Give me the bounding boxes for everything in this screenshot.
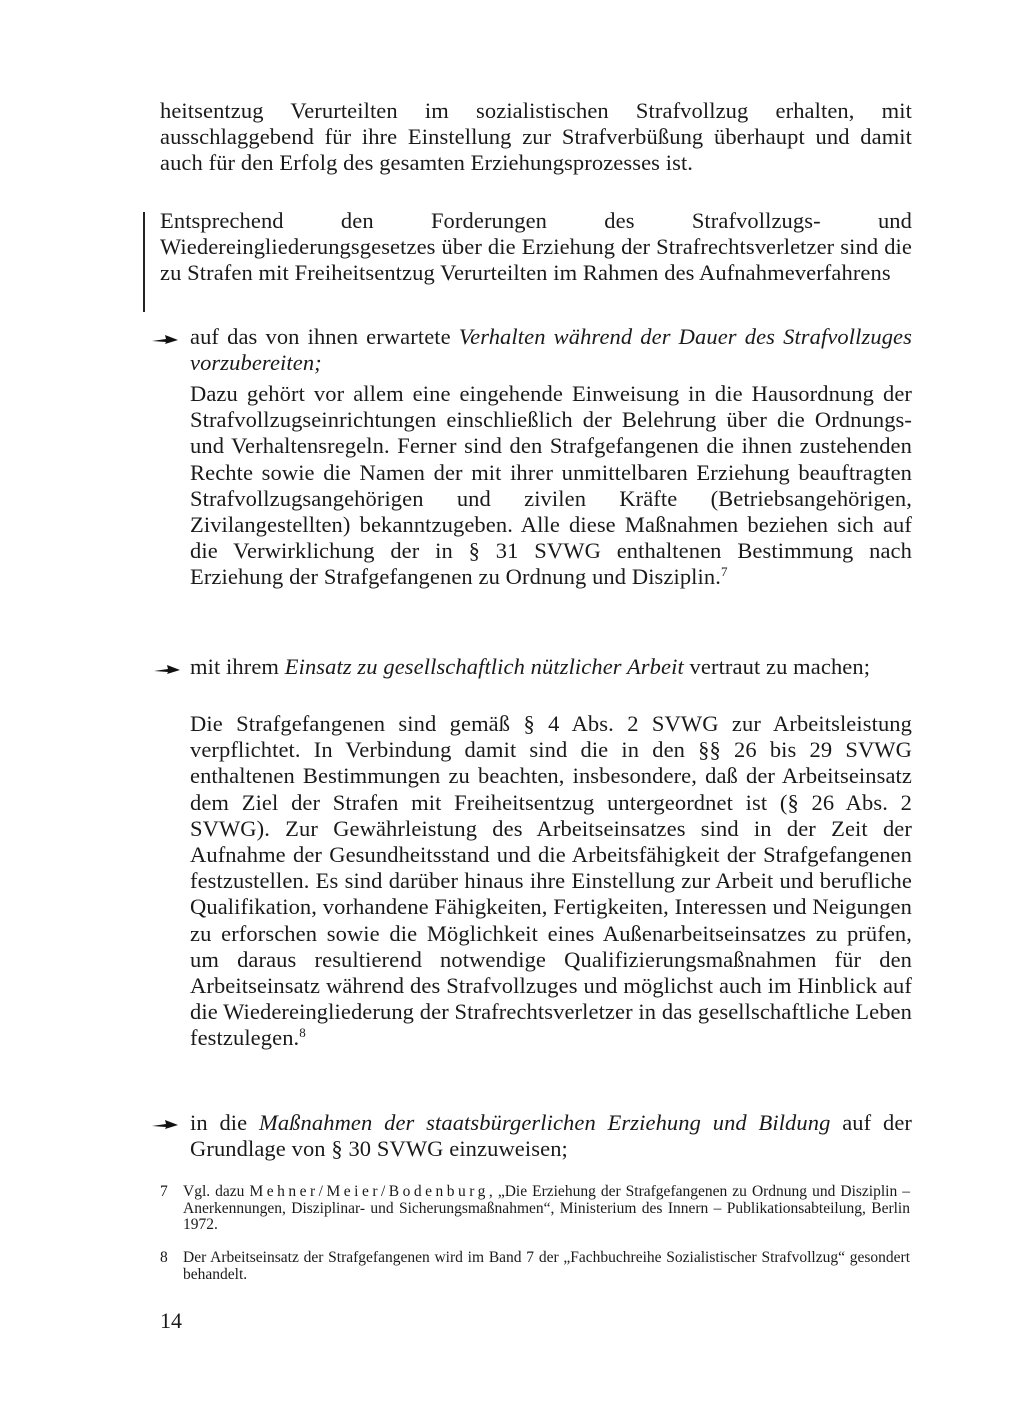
list-item [190,1110,912,1162]
footnote-lead: Vgl. dazu [183,1183,250,1200]
footnote-ref: 8 [299,1025,306,1041]
lead-text: Entsprechend den Forderungen des Strafvollzugs- und Wiedereingliederungsgesetzes über die Erziehung der Strafrechtsverletzer sind die zu Strafen mit Freiheitsentzug Verurteilten im Rahmen des Aufnahmeverfahrens [160,208,912,286]
lead-paragraph [160,208,912,287]
intro-paragraph [160,98,912,177]
item-emphasis: Maßnahmen der staatsbürgerlichen Erziehung und Bildung [258,1110,831,1135]
item-emphasis: Verhalten während der Dauer des Strafvollzuges vorzubereiten; [190,324,912,376]
footnote-ref: 7 [720,564,728,580]
margin-marker-line [143,212,145,312]
footnote-authors: Mehner/Meier/Bodenburg [249,1183,489,1200]
item-lead-text: in die [190,1110,259,1135]
footnote [160,1250,910,1283]
arrow-bullet-icon [154,660,180,681]
item-lead-text: mit ihrem [190,654,285,679]
item-body [190,381,912,591]
list-item [190,324,912,376]
intro-text: heitsentzug Verurteilten im sozialistischen Strafvollzug erhalten, mit ausschlaggebend für ihre Einstellung zur Strafverbüßung überhaupt und damit auch für den Erfolg des gesamten Erziehungsprozesses ist. [160,98,912,176]
arrow-bullet-icon [152,1115,178,1136]
page-number: 14 [160,1308,182,1333]
footnote-text: , „Die Erziehung der Strafgefangenen zu Ordnung und Disziplin – Anerkennungen, Disziplinar- und Sicherungsmaßnahmen“, Ministerium des Innern – Publikationsabteilung, Berlin 1972. [183,1183,910,1233]
item-emphasis: Einsatz zu gesellschaftlich nützlicher Arbeit [284,654,684,679]
item-body-text: Dazu gehört vor allem eine eingehende Einweisung in die Hausordnung der Strafvollzugseinrichtungen einschließlich der Belehrung über die Ordnungs- und Verhaltensregeln. Ferner sind den Strafgefangenen die ihnen zustehenden Rechte sowie die Namen der mit ihrer unmittelbaren Erziehung beauftragten Strafvollzugsangehörigen und zivilen Kräfte (Betriebsangehörigen, Zivilangestellten) bekanntzugeben. Alle diese Maßnahmen beziehen sich auf die Verwirklichung der in § 31 SVWG enthaltenen Bestimmung nach Erziehung der Strafgefangenen zu Ordnung und Disziplin. [190,381,912,590]
footnote-text: Der Arbeitseinsatz der Strafgefangenen wird im Band 7 der „Fachbuchreihe Sozialistischer Strafvollzug“ gesondert behandelt. [183,1249,910,1283]
item-trail-text: vertraut zu machen; [683,654,871,679]
footnote-number: 8 [160,1249,168,1266]
list-item [190,654,912,680]
item-body [190,711,912,1052]
item-lead-text: auf das von ihnen erwartete [190,324,459,349]
footnote [160,1184,910,1234]
item-body-text: Die Strafgefangenen sind gemäß § 4 Abs. 2 SVWG zur Arbeitsleistung verpflichtet. In Verbindung damit sind die in den §§ 26 bis 29 SVWG enthaltenen Bestimmungen zu beachten, insbesondere, daß der Arbeitseinsatz dem Ziel der Strafen mit Freiheitsentzug untergeordnet ist (§ 26 Abs. 2 SVWG). Zur Gewährleistung des Arbeitseinsatzes sind in der Zeit der Aufnahme der Gesundheitsstand und die Arbeitsfähigkeit der Strafgefangenen festzustellen. Es sind darüber hinaus ihre Einstellung zur Arbeit und berufliche Qualifikation, vorhandene Fähigkeiten, Fertigkeiten, Interessen und Neigungen zu erforschen sowie die Möglichkeit eines Außenarbeitseinsatzes zu prüfen, um daraus resultierend notwendige Qualifizierungsmaßnahmen für den Arbeitseinsatz während des Strafvollzuges und möglichst auch im Hinblick auf die Wiedereingliederung der Strafrechtsverletzer in das gesellschaftliche Leben festzulegen. [190,711,912,1051]
arrow-bullet-icon [152,330,178,351]
footnote-number: 7 [160,1183,168,1200]
item-trail-text: auf der Grundlage von § 30 SVWG einzuweisen; [190,1110,912,1162]
